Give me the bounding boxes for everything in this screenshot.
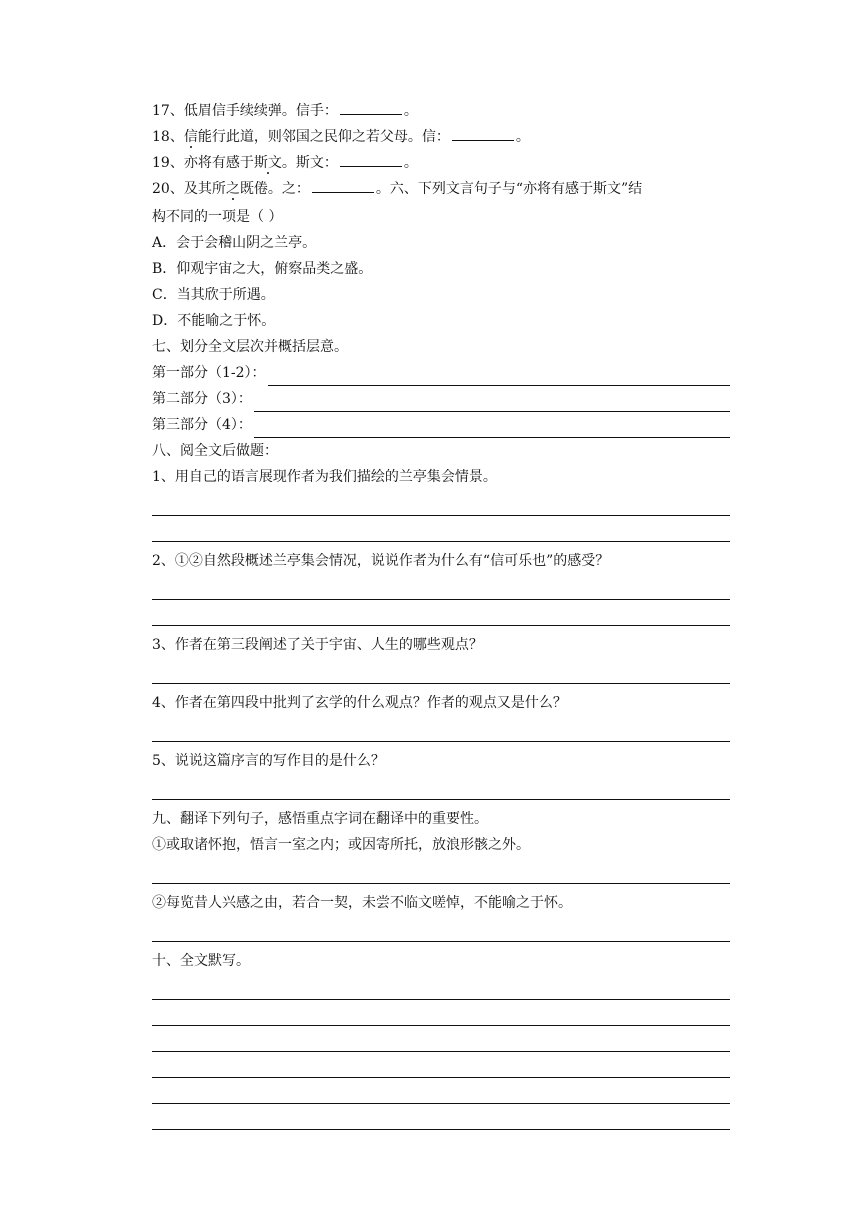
q18-num: 18、 <box>152 129 184 145</box>
sec8-question-3: 3、作者在第三段阐述了关于宇宙、人生的哪些观点？ <box>152 637 483 653</box>
q20-key-dotted: 之 <box>225 181 240 197</box>
answer-line[interactable] <box>152 490 730 516</box>
q18-key-dotted: 信 <box>183 129 198 145</box>
q19-key: 斯文 <box>295 155 324 171</box>
answer-line[interactable] <box>152 1052 730 1078</box>
q19-end: 。 <box>403 155 418 171</box>
sec7-part-1-label: 第一部分（1-2）： <box>152 365 266 381</box>
sec7-part-1 <box>152 360 730 386</box>
q19-colon: ： <box>323 155 338 171</box>
option-a[interactable]: A．会于会稽山阴之兰亭。 <box>152 235 317 251</box>
answer-line[interactable] <box>152 974 730 1000</box>
q20-answer-blank[interactable] <box>312 177 374 193</box>
q20-key: 之 <box>281 181 296 197</box>
answer-line[interactable] <box>152 1104 730 1130</box>
answer-line[interactable] <box>152 600 730 626</box>
q19-answer-blank[interactable] <box>340 151 402 167</box>
answer-line[interactable] <box>152 658 730 684</box>
sec10-title: 十、全文默写。 <box>152 953 250 969</box>
q20-text-mid: 既倦。 <box>239 181 282 197</box>
sec7-part-1-answer-line[interactable] <box>268 365 730 386</box>
sec7-part-3-label: 第三部分（4）： <box>152 417 252 433</box>
q17-text: 17、低眉信手续续弹。 <box>152 103 296 119</box>
question-18 <box>152 124 730 150</box>
sec8-question-1: 1、用自己的语言展现作者为我们描绘的兰亭集会情景。 <box>152 469 497 485</box>
sec8-title: 八、阅全文后做题： <box>152 443 278 459</box>
worksheet-page <box>152 98 730 1130</box>
answer-line[interactable] <box>152 1000 730 1026</box>
sec8-question-2: 2、①②自然段概述兰亭集会情况，说说作者为什么有“信可乐也”的感受？ <box>152 553 610 569</box>
answer-line[interactable] <box>152 516 730 542</box>
answer-line[interactable] <box>152 858 730 884</box>
option-b[interactable]: B．仰观宇宙之大，俯察品类之盛。 <box>152 261 373 277</box>
sec7-part-2-label: 第二部分（3）： <box>152 391 252 407</box>
q19-text: 19、亦将有感于 <box>152 155 254 171</box>
sec7-title: 七、划分全文层次并概括层意。 <box>152 339 348 355</box>
sec7-part-3 <box>152 412 730 438</box>
question-17 <box>152 98 730 124</box>
sec8-question-4: 4、作者在第四段中批判了玄学的什么观点？作者的观点又是什么？ <box>152 695 567 711</box>
sec7-part-2-answer-line[interactable] <box>254 391 730 412</box>
q17-end: 。 <box>403 103 418 119</box>
q17-colon: ： <box>323 103 338 119</box>
q18-text: 能行此道，则邻国之民仰之若父母。 <box>197 129 422 145</box>
sec9-sentence-1: ①或取诸怀抱，悟言一室之内；或因寄所托，放浪形骸之外。 <box>152 837 530 853</box>
question-20 <box>152 176 730 202</box>
answer-line[interactable] <box>152 1078 730 1104</box>
question-19 <box>152 150 730 176</box>
q17-key: 信手 <box>295 103 324 119</box>
q20-end-and-sec6: 。六、下列文言句子与“亦将有感于斯文”结 <box>375 181 643 197</box>
sec8-question-5: 5、说说这篇序言的写作目的是什么？ <box>152 753 385 769</box>
q19-key-dotted: 斯文 <box>253 155 282 171</box>
answer-line[interactable] <box>152 916 730 942</box>
option-d[interactable]: D．不能喻之于怀。 <box>152 313 276 329</box>
answer-line[interactable] <box>152 574 730 600</box>
q20-colon: ： <box>295 181 310 197</box>
option-c[interactable]: C．当其欣于所遇。 <box>152 287 275 303</box>
q18-answer-blank[interactable] <box>452 125 514 141</box>
answer-line[interactable] <box>152 774 730 800</box>
answer-line[interactable] <box>152 1026 730 1052</box>
sec6-question-cont: 构不同的一项是（ ） <box>152 209 283 225</box>
answer-line[interactable] <box>152 716 730 742</box>
sec7-part-3-answer-line[interactable] <box>254 417 730 438</box>
sec7-part-2 <box>152 386 730 412</box>
q18-key: 信 <box>421 129 436 145</box>
q20-text: 20、及其所 <box>152 181 226 197</box>
q17-answer-blank[interactable] <box>340 99 402 115</box>
q19-period: 。 <box>281 155 296 171</box>
q18-colon: ： <box>435 129 450 145</box>
sec9-title: 九、翻译下列句子，感悟重点字词在翻译中的重要性。 <box>152 811 488 827</box>
q18-end: 。 <box>515 129 530 145</box>
sec9-sentence-2: ②每览昔人兴感之由，若合一契，未尝不临文嗟悼，不能喻之于怀。 <box>152 895 572 911</box>
